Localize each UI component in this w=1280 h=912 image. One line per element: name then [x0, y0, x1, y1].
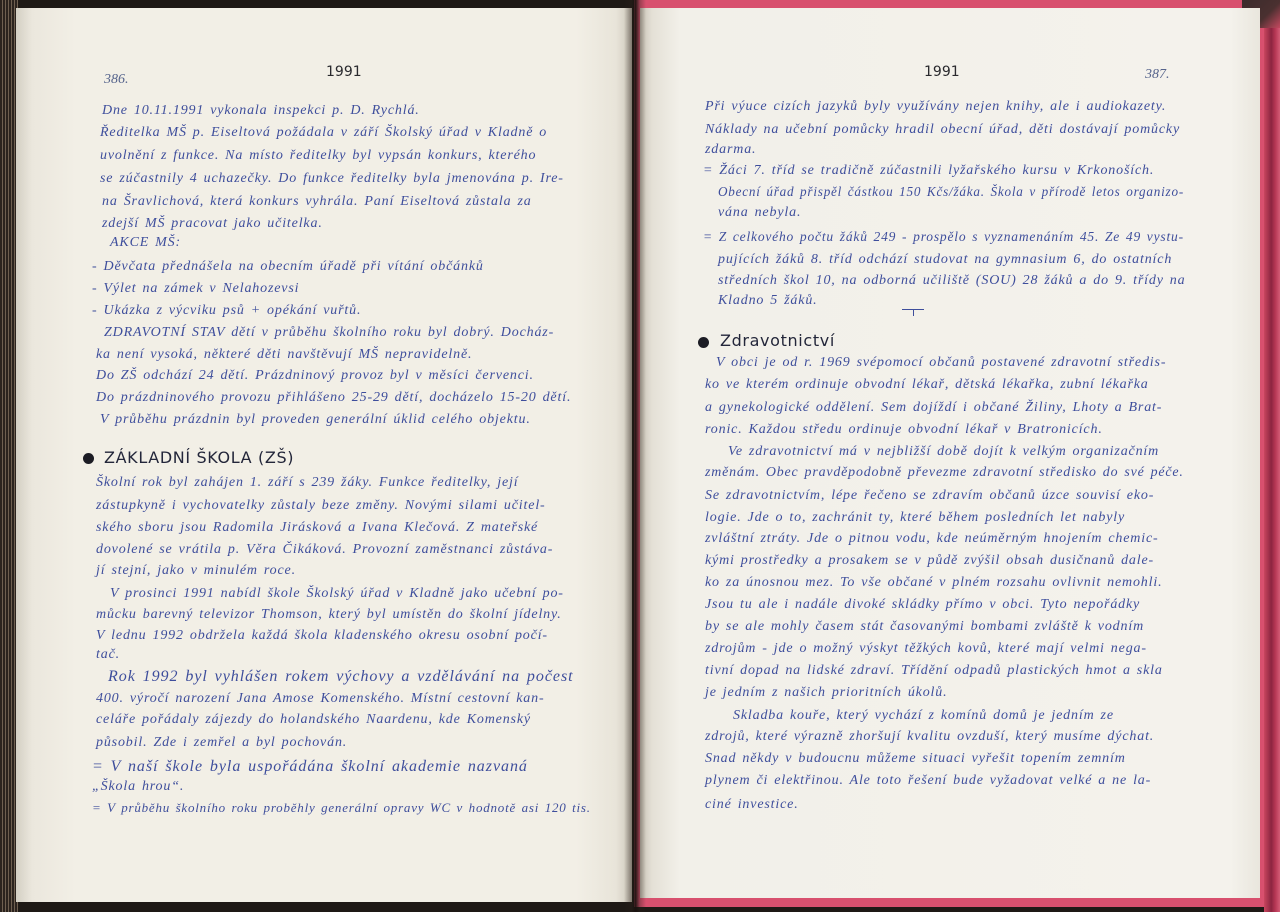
- text-line: dovolené se vrátila p. Věra Čikáková. Provozní zaměstnanci zůstáva-: [96, 542, 554, 557]
- text-line: Kladno 5 žáků.: [718, 293, 818, 308]
- text-line: = V průběhu školního roku proběhly generální opravy WC v hodnotě asi 120 tis.: [92, 800, 591, 815]
- text-line: V prosinci 1991 nabídl škole Školský úřad v Kladně jako učební po-: [110, 586, 564, 601]
- text-line: ZDRAVOTNÍ STAV dětí v průběhu školního roku byl dobrý. Docház-: [104, 325, 555, 340]
- text-line: středních škol 10, na odborná učiliště (SOU) 28 žáků a do 9. třídy na: [718, 273, 1186, 288]
- bullet-dot: [83, 453, 94, 464]
- text-line: změnám. Obec pravděpodobně převezme zdravotní středisko do své péče.: [705, 465, 1184, 480]
- bullet-dot: [698, 337, 709, 348]
- text-line: plynem či elektřinou. Ale toto řešení bude vyžadovat velké a ne la-: [705, 773, 1152, 788]
- page-number: 386.: [104, 72, 129, 87]
- text-line: Se zdravotnictvím, lépe řečeno se zdravím občanů úzce souvisí eko-: [705, 488, 1155, 503]
- text-line: Obecní úřad přispěl částkou 150 Kčs/žáka. Škola v přírodě letos organizo-: [718, 184, 1185, 199]
- section-heading-zdravotnictvi: Zdravotnictví: [720, 331, 835, 350]
- text-line: by se ale mohly časem stát časovanými bombami zvláště k vodním: [705, 619, 1145, 634]
- text-line: ka není vysoká, některé děti navštěvují MŠ nepravidelně.: [96, 347, 473, 362]
- text-line: působil. Zde i zemřel a byl pochován.: [96, 735, 348, 750]
- text-line: Při výuce cizích jazyků byly využívány nejen knihy, ale i audiokazety.: [705, 99, 1167, 114]
- text-line: jí stejní, jako v minulém roce.: [96, 563, 296, 578]
- text-line: AKCE MŠ:: [110, 235, 182, 250]
- text-line: Školní rok byl zahájen 1. září s 239 žáky. Funkce ředitelky, její: [96, 475, 519, 490]
- right-page-text: [640, 0, 1188, 912]
- text-line: vána nebyla.: [718, 205, 802, 220]
- section-heading-zakladni-skola: ZÁKLADNÍ ŠKOLA (ZŠ): [104, 448, 295, 467]
- text-line: Do prázdninového provozu přihlášeno 25-29 dětí, docházelo 15-20 dětí.: [96, 390, 572, 405]
- text-line: Do ZŠ odchází 24 dětí. Prázdninový provoz byl v měsíci červenci.: [96, 368, 534, 383]
- text-line: 400. výročí narození Jana Amose Komenského. Místní cestovní kan-: [96, 691, 545, 706]
- page-number: 387.: [1145, 67, 1170, 82]
- text-line: - Děvčata přednášela na obecním úřadě při vítání občánků: [92, 259, 484, 274]
- text-line: Ředitelka MŠ p. Eiseltová požádala v září Školský úřad v Kladně o: [100, 125, 548, 140]
- text-line: = Žáci 7. tříd se tradičně zúčastnili lyžařského kursu v Krkonoších.: [703, 163, 1155, 178]
- text-line: - Výlet na zámek v Nelahozevsi: [92, 281, 300, 296]
- text-line: zvláštní ztráty. Jde o pitnou vodu, kde neúměrným hnojením chemic-: [705, 531, 1159, 546]
- text-line: Jsou tu ale i nadále divoké skládky přímo v obci. Tyto nepořádky: [705, 597, 1141, 612]
- text-line: je jedním z našich prioritních úkolů.: [705, 685, 948, 700]
- text-line: logie. Jde o to, zachránit ty, které během posledních let nabyly: [705, 510, 1126, 525]
- left-page-text: [0, 0, 596, 912]
- text-line: celáře pořádaly zájezdy do holandského Naardenu, kde Komenský: [96, 712, 531, 727]
- text-line: Rok 1992 byl vyhlášen rokem výchovy a vzdělávání na počest: [108, 668, 574, 685]
- text-line: V obci je od r. 1969 svépomocí občanů postavené zdravotní středis-: [716, 355, 1167, 370]
- text-line: tač.: [96, 647, 120, 662]
- text-line: můcku barevný televizor Thomson, který byl umístěn do školní jídelny.: [96, 607, 562, 622]
- page-year: 1991: [924, 64, 960, 80]
- text-line: V průběhu prázdnin byl proveden generální úklid celého objektu.: [100, 412, 531, 427]
- text-line: = Z celkového počtu žáků 249 - prospělo s vyznamenáním 45. Ze 49 vystu-: [703, 229, 1184, 244]
- text-line: pujících žáků 8. tříd odchází studovat na gymnasium 6, do ostatních: [718, 252, 1173, 267]
- text-line: a gynekologické oddělení. Sem dojíždí i občané Žiliny, Lhoty a Brat-: [705, 400, 1163, 415]
- text-line: zdrojů, které výrazně zhoršují kvalitu ovzduší, který musíme dýchat.: [705, 729, 1155, 744]
- text-line: Náklady na učební pomůcky hradil obecní úřad, děti dostávají pomůcky: [705, 122, 1181, 137]
- text-line: uvolnění z funkce. Na místo ředitelky byl vypsán konkurs, kterého: [100, 148, 537, 163]
- cover-edge: [1264, 0, 1280, 912]
- text-line: Skladba kouře, který vychází z komínů domů je jedním ze: [733, 708, 1114, 723]
- text-line: = V naší škole byla uspořádána školní akademie nazvaná: [92, 758, 528, 775]
- text-line: zdrojům - jde o možný výskyt těžkých kovů, které mají velmi nega-: [705, 641, 1147, 656]
- text-line: Snad někdy v budoucnu můžeme situaci vyřešit topením zemním: [705, 751, 1126, 766]
- text-line: ciné investice.: [705, 797, 799, 812]
- text-line: zdarma.: [705, 142, 757, 157]
- text-line: se zúčastnily 4 uchazečky. Do funkce ředitelky byla jmenována p. Ire-: [100, 171, 564, 186]
- text-line: ského sboru jsou Radomila Jirásková a Ivana Klečová. Z mateřské: [96, 520, 539, 535]
- page-year: 1991: [326, 64, 362, 80]
- text-line: Ve zdravotnictví má v nejbližší době dojít k velkým organizačním: [728, 444, 1160, 459]
- text-line: zdejší MŠ pracovat jako učitelka.: [102, 216, 323, 231]
- text-line: tivní dopad na lidské zdraví. Třídění odpadů plastických hmot a skla: [705, 663, 1163, 678]
- pen-mark: [913, 309, 914, 316]
- text-line: ronic. Každou středu ordinuje obvodní lékař v Bratronicích.: [705, 422, 1103, 437]
- text-line: kými prostředky a prosakem se v půdě zvýšil obsah dusičnanů dale-: [705, 553, 1155, 568]
- text-line: zástupkyně i vychovatelky zůstaly beze změny. Novými silami učitel-: [96, 498, 546, 513]
- text-line: ko za únosnou mez. To vše občané v plném rozsahu ovlivnit nemohli.: [705, 575, 1163, 590]
- text-line: Dne 10.11.1991 vykonala inspekci p. D. Rychlá.: [102, 103, 420, 118]
- text-line: „Škola hrou“.: [92, 779, 185, 794]
- text-line: - Ukázka z výcviku psů + opékání vuřtů.: [92, 303, 362, 318]
- text-line: ko ve kterém ordinuje obvodní lékař, dětská lékařka, zubní lékařka: [705, 377, 1149, 392]
- text-line: V lednu 1992 obdržela každá škola kladenského okresu osobní počí-: [96, 628, 548, 643]
- text-line: na Šravlichová, která konkurs vyhrála. Paní Eiseltová zůstala za: [102, 194, 532, 209]
